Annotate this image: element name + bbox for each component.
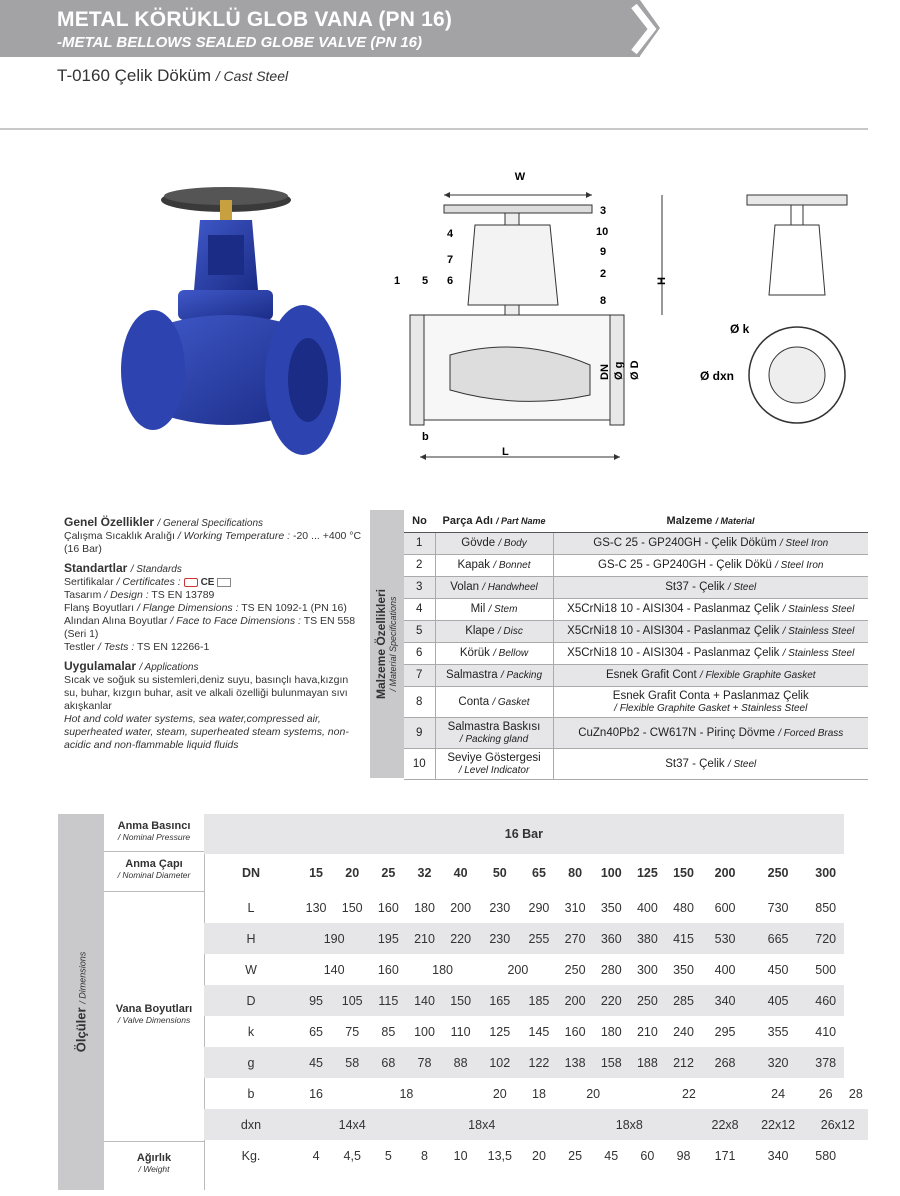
dim-cell: 360 (593, 923, 629, 954)
material-row (404, 642, 868, 664)
material-part: Gövde / Body (435, 532, 553, 554)
material-spec: St37 - Çelik / Steel (553, 748, 868, 779)
weight-label: Ağırlık / Weight (136, 1152, 172, 1174)
dim-cell: 50 (492, 866, 507, 880)
material-part: Salmastra / Packing (435, 664, 553, 686)
material-part: Körük / Bellow (435, 642, 553, 664)
tests-line: Testler / Tests : TS EN 12266-1 (64, 641, 210, 653)
dim-row (204, 923, 868, 954)
dim-cell: 158 (593, 1047, 629, 1078)
material-row (404, 532, 868, 554)
dim-cell: 18 (532, 1086, 546, 1101)
dim-cell: 18 (399, 1086, 414, 1101)
dim-row (204, 1047, 868, 1078)
material-table (404, 510, 868, 780)
dim-row-label: dxn (204, 1109, 298, 1140)
dim-row-label: L (247, 900, 255, 915)
material-row (404, 598, 868, 620)
dim-cell: 600 (714, 900, 736, 915)
material-row (404, 554, 868, 576)
dim-cell: 14x4 (298, 1109, 406, 1140)
dim-cell: 18x8 (557, 1109, 702, 1140)
dim-cell: 185 (521, 985, 557, 1016)
dim-cell: 8 (421, 1148, 428, 1163)
callout-4: 4 (447, 228, 454, 240)
dim-cell: 400 (636, 900, 658, 915)
col-part: Parça Adı / Part Name (435, 510, 553, 532)
dim-cell: 100 (600, 866, 622, 880)
dim-g-label: Ø g (613, 361, 625, 380)
dim-cell: 180 (600, 1024, 622, 1039)
dim-row (204, 1078, 868, 1109)
dim-k-label: Ø k (730, 322, 750, 336)
dim-cell: 195 (370, 923, 406, 954)
dim-cell: 130 (305, 900, 327, 915)
dim-cell: 200 (557, 985, 593, 1016)
dim-cell: 480 (673, 900, 694, 915)
dim-b-label: b (422, 431, 429, 443)
dim-cell: 405 (749, 985, 808, 1016)
applications-heading: Uygulamalar / Applications (64, 659, 199, 673)
dim-w-label: W (514, 171, 526, 183)
dimensions-side-label: Ölçüler / Dimensions (58, 814, 104, 1190)
product-code-en: / Cast Steel (215, 68, 289, 84)
dim-cell: 16 (309, 1086, 324, 1101)
dim-cell: 212 (665, 1047, 701, 1078)
dim-cell: 140 (323, 962, 345, 977)
callout-7: 7 (447, 254, 454, 266)
divider (0, 128, 868, 130)
dim-cell: 18x4 (406, 1109, 557, 1140)
dim-cell: 290 (528, 900, 550, 915)
dim-cell: 75 (345, 1024, 360, 1039)
dim-cell: 355 (767, 1024, 789, 1039)
dim-cell: 400 (714, 962, 736, 977)
dim-cell: 210 (406, 923, 442, 954)
page-title-en: -METAL BELLOWS SEALED GLOBE VALVE (PN 16) (57, 34, 423, 51)
dim-cell: 340 (702, 985, 749, 1016)
material-part: Mil / Stem (435, 598, 553, 620)
material-header-row (404, 510, 868, 532)
material-spec: CuZn40Pb2 - CW617N - Pirinç Dövme / Forced Brass (553, 717, 868, 748)
dim-cell: 850 (815, 900, 837, 915)
dim-cell: 145 (528, 1024, 550, 1039)
dim-cell: 88 (443, 1047, 479, 1078)
material-spec: GS-C 25 - GP240GH - Çelik Dökü / Steel Iron (553, 554, 868, 576)
material-spec: St37 - Çelik / Steel (553, 576, 868, 598)
dim-cell: 460 (808, 985, 844, 1016)
dim-cell: 20 (586, 1086, 601, 1101)
dim-cell: 25 (568, 1148, 583, 1163)
dim-cell: 210 (636, 1024, 658, 1039)
material-spec: Esnek Grafit Conta + Paslanmaz Çelik / Flexible Graphite Gasket + Stainless Steel (553, 686, 868, 717)
applications-tr: Sıcak ve soğuk su sistemleri,deniz suyu, basınçlı hava,kızgın su, buhar, kızgın buhar, asit ve alkali özelliği bulunmayan sıvı akışkanlar (64, 674, 349, 712)
dim-cell: 160 (377, 900, 399, 915)
dim-cell: 730 (767, 900, 789, 915)
callout-5: 5 (422, 275, 429, 287)
dim-cell: 190 (298, 923, 370, 954)
material-row (404, 576, 868, 598)
dim-cell: 22 (681, 1086, 696, 1101)
dim-cell: 350 (600, 900, 622, 915)
cert-line: Sertifikalar / Certificates : CE (64, 576, 364, 589)
dim-row-label: k (247, 1024, 255, 1039)
dim-cell: 150 (673, 866, 694, 880)
dim-cell: 105 (334, 985, 370, 1016)
dim-cell: 28 (848, 1086, 863, 1101)
callout-10: 10 (596, 226, 609, 238)
material-no: 4 (404, 598, 435, 620)
dim-cell: 85 (381, 1024, 396, 1039)
dim-cell: 230 (489, 900, 511, 915)
material-no: 9 (404, 717, 435, 748)
dim-cell: 115 (370, 985, 406, 1016)
banner-right-space (668, 0, 900, 57)
dim-h-label: H (656, 277, 668, 285)
callout-8: 8 (600, 295, 607, 307)
material-spec: GS-C 25 - GP240GH - Çelik Döküm / Steel Iron (553, 532, 868, 554)
dim-cell: 180 (414, 900, 435, 915)
dn-row (204, 854, 868, 892)
dim-cell: 220 (593, 985, 629, 1016)
dim-cell: 65 (309, 1024, 324, 1039)
dim-cell: 295 (714, 1024, 736, 1039)
dim-cell: 450 (767, 962, 789, 977)
dim-cell: 20 (492, 1086, 507, 1101)
dim-row-label: g (204, 1047, 298, 1078)
ce-mark: CE (200, 577, 215, 588)
callout-9: 9 (600, 246, 607, 258)
valve-side-drawing (695, 185, 870, 425)
dim-cell: 340 (767, 1148, 789, 1163)
product-code-tr: T-0160 Çelik Döküm (57, 66, 212, 85)
dim-cell: 13,5 (487, 1148, 512, 1163)
dim-row (204, 892, 868, 923)
dim-cell: 150 (341, 900, 363, 915)
dim-cell: 720 (808, 923, 844, 954)
dim-cell: 100 (414, 1024, 435, 1039)
dim-cell: 410 (815, 1024, 837, 1039)
material-no: 7 (404, 664, 435, 686)
material-side-label: Malzeme Özellikleri / Material Specifications (370, 510, 404, 778)
dim-cell: 378 (808, 1047, 844, 1078)
dim-row (204, 1109, 868, 1140)
material-row (404, 748, 868, 779)
dim-cell: 60 (640, 1148, 655, 1163)
dim-row (204, 1140, 868, 1171)
dim-cell: 4,5 (343, 1148, 361, 1163)
dim-row-label: H (204, 923, 298, 954)
material-part: Klape / Disc (435, 620, 553, 642)
material-spec: X5CrNi18 10 - AISI304 - Paslanmaz Çelik / Stainless Steel (553, 620, 868, 642)
flange-line: Flanş Boyutları / Flange Dimensions : TS EN 1092-1 (PN 16) (64, 602, 347, 614)
material-spec: Esnek Grafit Cont / Flexible Graphite Gasket (553, 664, 868, 686)
dim-cell: 22x12 (749, 1109, 808, 1140)
material-no: 1 (404, 532, 435, 554)
dim-cell: 80 (568, 866, 583, 880)
dim-cell: 32 (417, 866, 432, 880)
dim-cell: 15 (309, 866, 324, 880)
material-part: Kapak / Bonnet (435, 554, 553, 576)
dim-cell: 160 (564, 1024, 586, 1039)
dim-cell: 26 (818, 1086, 833, 1101)
divider (104, 1141, 204, 1142)
divider (104, 891, 204, 892)
dim-cell: 285 (665, 985, 701, 1016)
dim-cell: 125 (489, 1024, 511, 1039)
dim-dxn-label: Ø dxn (700, 369, 735, 383)
dim-cell: 78 (406, 1047, 442, 1078)
dim-cell: 530 (702, 923, 749, 954)
dim-cell: 268 (702, 1047, 749, 1078)
dim-cell: 230 (479, 923, 521, 954)
dim-cell: 240 (673, 1024, 694, 1039)
dim-cell: 25 (381, 866, 396, 880)
dim-cell: 220 (443, 923, 479, 954)
material-row (404, 620, 868, 642)
dim-cell: 110 (450, 1024, 471, 1039)
material-spec: X5CrNi18 10 - AISI304 - Paslanmaz Çelik / Stainless Steel (553, 598, 868, 620)
dim-cell: 200 (450, 900, 472, 915)
dim-cell: 165 (479, 985, 521, 1016)
dim-row-label: D (204, 985, 298, 1016)
callout-3: 3 (600, 205, 607, 217)
callout-1: 1 (394, 275, 401, 287)
dim-cell: 300 (815, 866, 837, 880)
dim-cell: 140 (406, 985, 442, 1016)
dim-cell: 380 (629, 923, 665, 954)
f2f-line: Alından Alına Boyutlar / Face to Face Dimensions : TS EN 558 (Seri 1) (64, 615, 356, 640)
dim-row (204, 954, 868, 985)
pressure-value: 16 Bar (204, 814, 844, 854)
dim-cell: 20 (532, 1148, 546, 1163)
pe-badge-icon (217, 578, 231, 587)
callout-2: 2 (600, 268, 607, 280)
dim-cell: 350 (673, 962, 694, 977)
material-row (404, 664, 868, 686)
design-line: Tasarım / Design : TS EN 13789 (64, 589, 215, 601)
col-material: Malzeme / Material (553, 510, 868, 532)
dim-row (204, 1016, 868, 1047)
dim-cell: 171 (714, 1148, 736, 1163)
dim-cell: 20 (345, 866, 360, 880)
page-title: METAL KÖRÜKLÜ GLOB VANA (PN 16) (57, 8, 453, 31)
dim-cell: 415 (665, 923, 701, 954)
valve-section-drawing (380, 165, 680, 470)
material-no: 10 (404, 748, 435, 779)
dim-cell: 45 (298, 1047, 334, 1078)
applications-en: Hot and cold water systems, sea water,compressed air, superheated water, steam, superheated steam systems, non-acidic and non-flammable liquid fluids (64, 713, 349, 751)
material-part: Volan / Handwheel (435, 576, 553, 598)
valve-product-image (108, 180, 343, 470)
material-part: Conta / Gasket (435, 686, 553, 717)
dim-cell: 22x8 (702, 1109, 749, 1140)
callout-6: 6 (447, 275, 454, 287)
material-part: Seviye Göstergesi / Level Indicator (435, 748, 553, 779)
general-specs (64, 510, 364, 752)
dim-cell: 188 (629, 1047, 665, 1078)
dim-row (204, 985, 868, 1016)
material-no: 3 (404, 576, 435, 598)
dim-cell: 68 (370, 1047, 406, 1078)
dim-cell: 5 (384, 1148, 392, 1163)
dim-cell: 26x12 (808, 1109, 868, 1140)
dim-cell: 24 (771, 1086, 786, 1101)
material-row (404, 686, 868, 717)
dim-cell: 320 (749, 1047, 808, 1078)
dim-l-label: L (502, 446, 509, 458)
dim-cell: 250 (767, 866, 789, 880)
dim-cell: 65 (532, 866, 546, 880)
dim-cell: 200 (714, 866, 736, 880)
material-row (404, 717, 868, 748)
dim-dn-label: DN (599, 364, 611, 380)
material-part: Salmastra Baskısı / Packing gland (435, 717, 553, 748)
dim-cell: 150 (443, 985, 479, 1016)
material-no: 8 (404, 686, 435, 717)
standards-heading: Standartlar / Standards (64, 561, 182, 575)
dim-cell: 160 (377, 962, 399, 977)
cert-badge-icon (184, 578, 198, 587)
dim-cell: 122 (521, 1047, 557, 1078)
dim-cell: 300 (636, 962, 658, 977)
dim-row-label: b (247, 1086, 255, 1101)
dim-cell: 98 (676, 1148, 691, 1163)
dim-cell: 280 (600, 962, 622, 977)
dim-cell: 270 (557, 923, 593, 954)
dim-row-label: W (245, 962, 257, 977)
dim-cell: 4 (312, 1148, 320, 1163)
material-spec: X5CrNi18 10 - AISI304 - Paslanmaz Çelik / Stainless Steel (553, 642, 868, 664)
dim-cell: 58 (334, 1047, 370, 1078)
general-heading: Genel Özellikler / General Specifications (64, 515, 264, 529)
dn-label: Anma Çapı / Nominal Diameter (117, 858, 191, 880)
chevron-right-icon (628, 4, 658, 54)
valve-dims-label: Vana Boyutları / Valve Dimensions (115, 1003, 193, 1025)
dim-cell: 40 (453, 866, 468, 880)
dim-cell: 10 (453, 1148, 468, 1163)
dim-cell: 255 (521, 923, 557, 954)
dimensions-table (204, 814, 868, 1171)
temp-line: Çalışma Sıcaklık Aralığı / Working Temperature : -20 ... +400 °C (16 Bar) (64, 530, 362, 555)
dim-d-label: Ø D (629, 360, 641, 380)
dim-row-label: Kg. (241, 1148, 261, 1163)
dim-cell: 580 (815, 1148, 837, 1163)
dim-cell: 665 (749, 923, 808, 954)
dim-cell: 125 (636, 866, 658, 880)
material-no: 2 (404, 554, 435, 576)
dim-cell: 200 (507, 962, 529, 977)
dim-cell: 180 (432, 962, 453, 977)
pressure-row (204, 814, 868, 854)
dim-cell: 250 (629, 985, 665, 1016)
col-no: No (404, 510, 435, 532)
dim-cell: 500 (815, 962, 837, 977)
material-no: 5 (404, 620, 435, 642)
dim-cell: 95 (298, 985, 334, 1016)
divider (104, 851, 204, 852)
dim-cell: 138 (557, 1047, 593, 1078)
material-no: 6 (404, 642, 435, 664)
dim-row-label: DN (241, 866, 261, 880)
product-code (57, 66, 288, 86)
dim-cell: 102 (479, 1047, 521, 1078)
dim-cell: 310 (564, 900, 586, 915)
pressure-label: Anma Basıncı / Nominal Pressure (117, 820, 191, 842)
dim-cell: 45 (604, 1148, 619, 1163)
dim-cell: 250 (564, 962, 586, 977)
